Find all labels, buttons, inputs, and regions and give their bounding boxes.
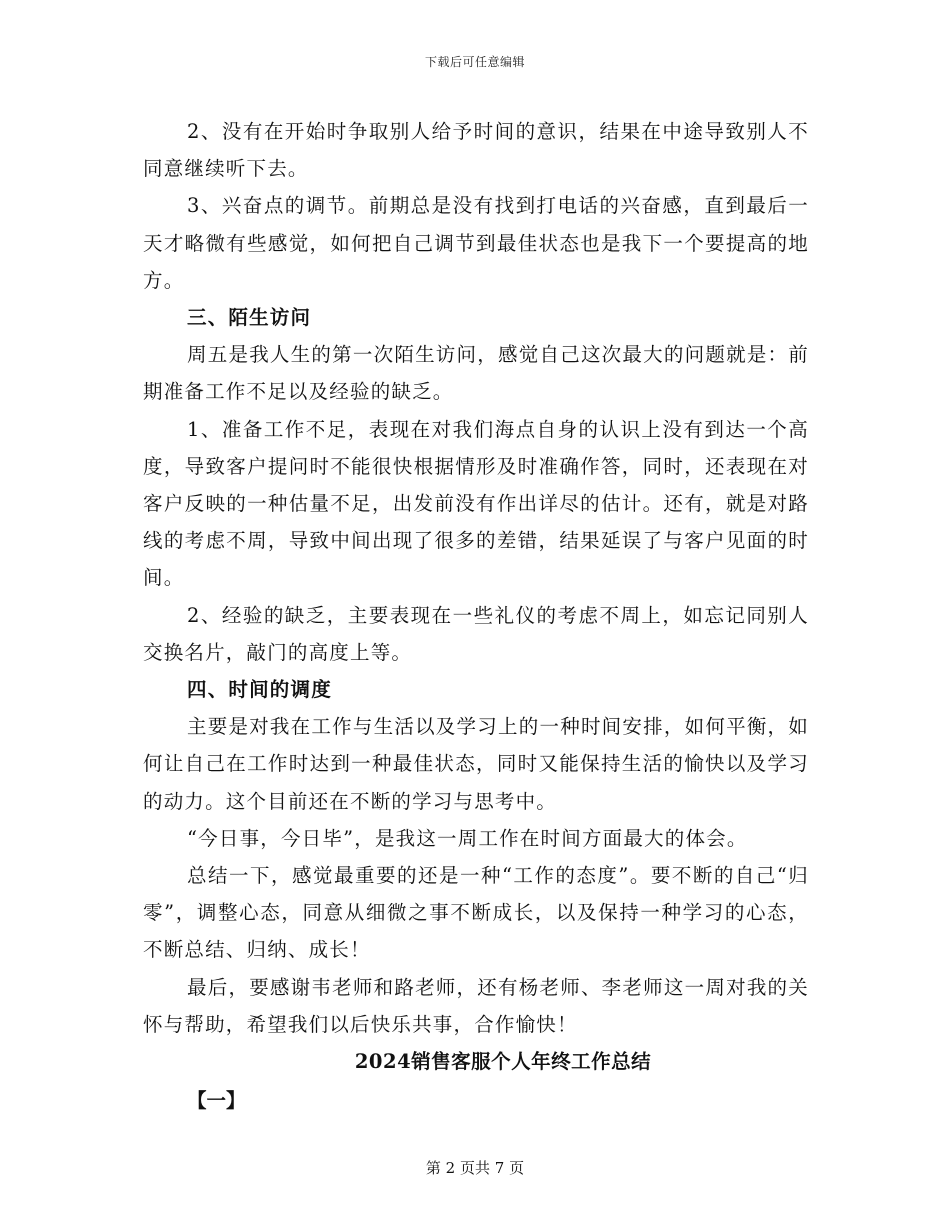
paragraph-insufficient-preparation: 1、准备工作不足，表现在对我们海点自身的认识上没有到达一个高度，导致客户提问时不能很快根据情形及时准确作答，同时，还表现在对客户反映的一种估量不足，出发前没有作出详尽的估计。还有，就是对路线的考虑不周，导致中间出现了很多的差错，结果延误了与客户见面的时间。 — [143, 417, 809, 590]
paragraph-excitement-adjustment: 3、兴奋点的调节。前期总是没有找到打电话的兴奋感，直到最后一天才略微有些感觉，如何把自己调节到最佳状态也是我下一个要提高的地方。 — [143, 194, 809, 292]
header-note: 下载后可任意编辑 — [424, 55, 525, 69]
paragraph-today-task: “今日事，今日毕”，是我这一周工作在时间方面最大的体会。 — [187, 826, 748, 850]
paragraph-cold-visit-intro: 周五是我人生的第一次陌生访问，感觉自己这次最大的问题就是：前期准备工作不足以及经验的缺乏。 — [143, 343, 809, 404]
paragraph-no-time-awareness: 2、没有在开始时争取别人给予时间的意识，结果在中途导致别人不同意继续听下去。 — [143, 120, 809, 181]
section-heading-time-scheduling: 四、时间的调度 — [187, 678, 332, 702]
next-document-title: 2024销售客服个人年终工作总结 — [354, 1050, 652, 1074]
section-marker: 【一】 — [187, 1089, 246, 1113]
paragraph-summary-attitude: 总结一下，感觉最重要的还是一种“工作的态度”。要不断的自己“归零”，调整心态，同意从细微之事不断成长，以及保持一种学习的心态，不断总结、归纳、成长！ — [143, 864, 809, 962]
paragraph-time-arrangement: 主要是对我在工作与生活以及学习上的一种时间安排，如何平衡，如何让自己在工作时达到一种最佳状态，同时又能保持生活的愉快以及学习的动力。这个目前还在不断的学习与思考中。 — [143, 715, 809, 813]
paragraph-thanks: 最后，要感谢韦老师和路老师，还有杨老师、李老师这一周对我的关怀与帮助，希望我们以后快乐共事，合作愉快！ — [143, 975, 809, 1036]
document-body — [143, 113, 809, 1119]
section-heading-cold-visit: 三、陌生访问 — [187, 306, 312, 330]
paragraph-lack-of-experience: 2、经验的缺乏，主要表现在一些礼仪的考虑不周上，如忘记同别人交换名片，敲门的高度上等。 — [143, 603, 809, 664]
page-number: 第 2 页共 7 页 — [425, 1159, 525, 1177]
